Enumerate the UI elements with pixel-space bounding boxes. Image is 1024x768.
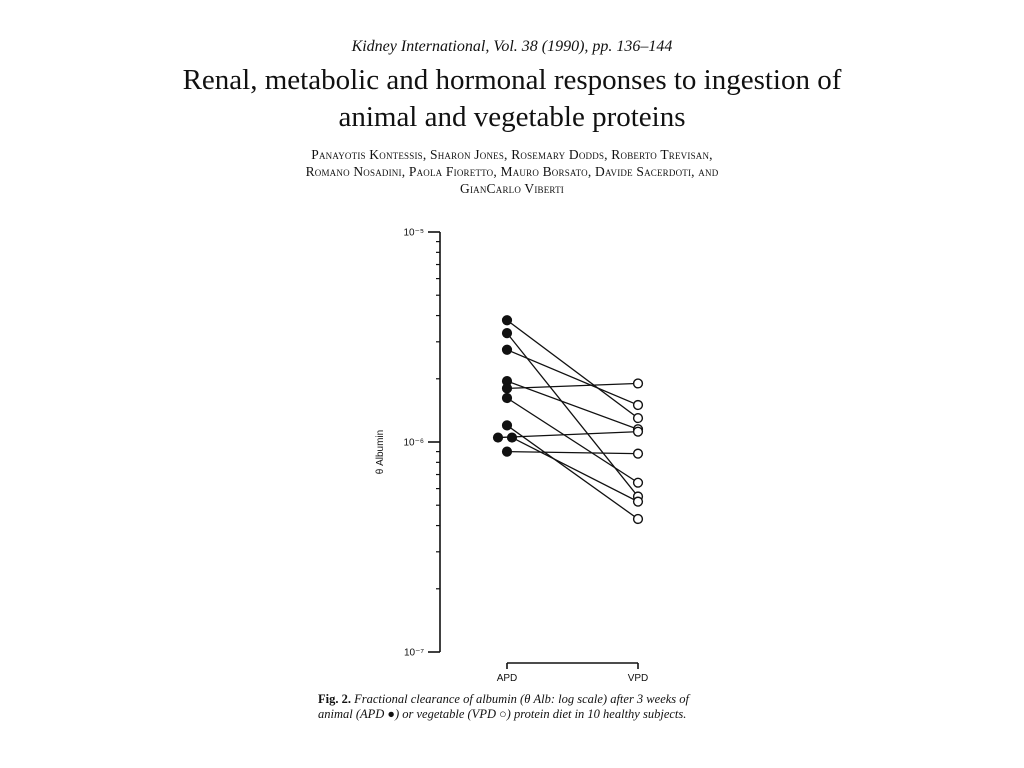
y-tick-label: 10⁻⁶ <box>403 437 424 449</box>
paper-title-line-2: animal and vegetable proteins <box>338 101 686 133</box>
pair-lines <box>498 320 638 519</box>
figure-caption <box>318 692 718 722</box>
pair-line-subject-1 <box>507 320 638 418</box>
y-tick-label: 10⁻⁷ <box>403 647 424 659</box>
vpd-point-subject-3 <box>634 401 643 410</box>
pair-line-subject-9 <box>512 438 638 502</box>
pair-line-subject-10 <box>507 452 638 454</box>
x-tick-label-vpd: VPD <box>627 673 649 684</box>
apd-point-subject-10 <box>502 447 511 456</box>
vpd-point-subject-9 <box>634 497 643 506</box>
author-list-line-3: GianCarlo Viberti <box>460 181 564 196</box>
y-axis <box>375 228 440 659</box>
figure-caption-label: Fig. 2. <box>318 692 351 706</box>
pair-line-subject-6 <box>507 398 638 483</box>
vpd-point-subject-10 <box>634 449 643 458</box>
apd-point-subject-7 <box>502 421 511 430</box>
y-axis-label: θ Albumin <box>375 429 386 475</box>
apd-point-subject-3 <box>502 345 511 354</box>
apd-point-subject-5 <box>502 384 511 393</box>
apd-point-subject-9 <box>507 433 516 442</box>
paper-title-line-1: Renal, metabolic and hormonal responses to ingestion of <box>182 64 842 96</box>
pair-line-subject-5 <box>507 383 638 388</box>
y-tick-label: 10⁻⁵ <box>403 227 424 239</box>
vpd-point-subject-1 <box>634 414 643 423</box>
x-tick-label-apd: APD <box>496 673 518 684</box>
apd-point-subject-6 <box>502 393 511 402</box>
pair-line-subject-3 <box>507 350 638 405</box>
vpd-point-subject-8 <box>634 427 643 436</box>
pair-line-subject-4 <box>507 381 638 429</box>
vpd-point-subject-5 <box>634 379 643 388</box>
vpd-point-subject-6 <box>634 478 643 487</box>
figure-caption-text: Fractional clearance of albumin (θ Alb: log scale) after 3 weeks of animal (APD ●) or vegetable (VPD ○) protein diet in 10 healthy subjects. <box>318 692 689 721</box>
journal-citation: Kidney International, Vol. 38 (1990), pp. 136–144 <box>351 38 673 55</box>
apd-point-subject-2 <box>502 329 511 338</box>
x-axis <box>497 663 649 684</box>
apd-point-subject-8 <box>493 433 502 442</box>
apd-point-subject-1 <box>502 316 511 325</box>
author-list-line-2: Romano Nosadini, Paola Fioretto, Mauro Borsato, Davide Sacerdoti, and <box>305 164 719 179</box>
vpd-point-subject-7 <box>634 515 643 524</box>
author-list-line-1: Panayotis Kontessis, Sharon Jones, Rosemary Dodds, Roberto Trevisan, <box>311 147 713 162</box>
